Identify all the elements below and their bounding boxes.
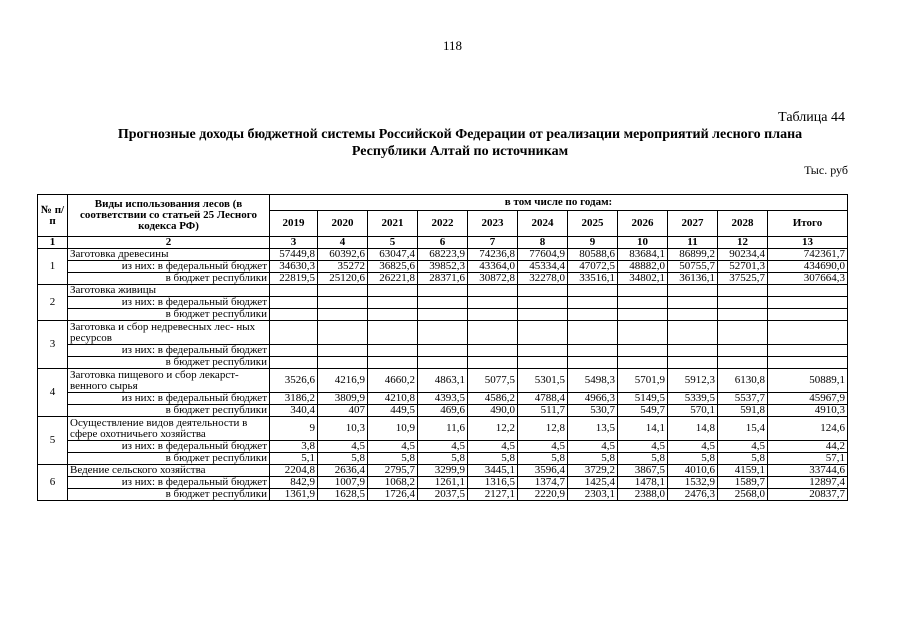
value-cell: 5498,3 — [568, 369, 618, 393]
value-cell: 68223,9 — [418, 249, 468, 261]
column-number: 12 — [718, 237, 768, 249]
row-index: 5 — [38, 417, 68, 465]
value-cell — [318, 357, 368, 369]
value-cell: 2303,1 — [568, 489, 618, 501]
value-cell: 5912,3 — [668, 369, 718, 393]
value-cell — [618, 285, 668, 297]
value-cell — [418, 297, 468, 309]
table-row — [38, 249, 848, 261]
value-cell: 45334,4 — [518, 261, 568, 273]
value-cell: 5701,9 — [618, 369, 668, 393]
value-cell: 33516,1 — [568, 273, 618, 285]
value-cell: 9 — [270, 417, 318, 441]
value-cell — [668, 297, 718, 309]
row-name: Ведение сельского хозяйства — [68, 465, 270, 477]
value-cell: 2204,8 — [270, 465, 318, 477]
value-cell — [518, 309, 568, 321]
value-cell: 74236,8 — [468, 249, 518, 261]
value-cell: 5149,5 — [618, 393, 668, 405]
value-cell — [518, 321, 568, 345]
value-cell — [368, 321, 418, 345]
value-cell: 5,8 — [618, 453, 668, 465]
value-cell: 12897,4 — [768, 477, 848, 489]
table-body — [38, 249, 848, 501]
row-name: Заготовка и сбор недревесных лес- ных ресурсов — [68, 321, 270, 345]
value-cell: 12,8 — [518, 417, 568, 441]
value-cell: 2388,0 — [618, 489, 668, 501]
header-year: 2019 — [270, 211, 318, 237]
value-cell — [568, 357, 618, 369]
value-cell: 4966,3 — [568, 393, 618, 405]
row-name: Заготовка живицы — [68, 285, 270, 297]
value-cell: 4393,5 — [418, 393, 468, 405]
forecast-table — [37, 194, 848, 501]
value-cell: 57449,8 — [270, 249, 318, 261]
value-cell: 2568,0 — [718, 489, 768, 501]
header-num: № п/п — [38, 195, 68, 237]
header-year: 2028 — [718, 211, 768, 237]
table-row — [38, 261, 848, 273]
row-republic-label: в бюджет республики — [68, 489, 270, 501]
value-cell: 39852,3 — [418, 261, 468, 273]
value-cell: 36136,1 — [668, 273, 718, 285]
row-federal-label: из них: в федеральный бюджет — [68, 297, 270, 309]
row-federal-label: из них: в федеральный бюджет — [68, 441, 270, 453]
value-cell: 742361,7 — [768, 249, 848, 261]
value-cell — [270, 285, 318, 297]
value-cell: 124,6 — [768, 417, 848, 441]
row-name: Осуществление видов деятельности в сфере охотничьего хозяйства — [68, 417, 270, 441]
column-number: 2 — [68, 237, 270, 249]
row-federal-label: из них: в федеральный бюджет — [68, 477, 270, 489]
page-number: 118 — [442, 38, 463, 53]
value-cell: 5,1 — [270, 453, 318, 465]
value-cell: 57,1 — [768, 453, 848, 465]
table-row — [38, 453, 848, 465]
value-cell — [468, 345, 518, 357]
value-cell — [270, 357, 318, 369]
value-cell: 4,5 — [568, 441, 618, 453]
value-cell: 1478,1 — [618, 477, 668, 489]
value-cell: 1261,1 — [418, 477, 468, 489]
value-cell: 5,8 — [718, 453, 768, 465]
value-cell — [368, 357, 418, 369]
table-row — [38, 309, 848, 321]
value-cell: 1532,9 — [668, 477, 718, 489]
value-cell — [668, 345, 718, 357]
column-number: 11 — [668, 237, 718, 249]
value-cell: 1316,5 — [468, 477, 518, 489]
value-cell — [718, 285, 768, 297]
value-cell: 340,4 — [270, 405, 318, 417]
value-cell — [618, 309, 668, 321]
title-line-2: Республики Алтай по источникам — [351, 144, 569, 159]
column-number: 5 — [368, 237, 418, 249]
row-index: 4 — [38, 369, 68, 417]
value-cell: 4210,8 — [368, 393, 418, 405]
column-number: 8 — [518, 237, 568, 249]
value-cell — [668, 321, 718, 345]
value-cell: 5,8 — [668, 453, 718, 465]
value-cell: 50889,1 — [768, 369, 848, 393]
column-numbers-row — [38, 237, 848, 249]
value-cell — [568, 297, 618, 309]
value-cell: 4788,4 — [518, 393, 568, 405]
value-cell: 3526,6 — [270, 369, 318, 393]
value-cell: 3867,5 — [618, 465, 668, 477]
title-line-1: Прогнозные доходы бюджетной системы Российской Федерации от реализации мероприятий лесного плана — [117, 127, 803, 142]
table-row — [38, 405, 848, 417]
value-cell: 3596,4 — [518, 465, 568, 477]
value-cell: 63047,4 — [368, 249, 418, 261]
value-cell — [768, 297, 848, 309]
value-cell: 3729,2 — [568, 465, 618, 477]
value-cell: 83684,1 — [618, 249, 668, 261]
table-row — [38, 393, 848, 405]
value-cell: 1589,7 — [718, 477, 768, 489]
value-cell: 10,9 — [368, 417, 418, 441]
value-cell: 37525,7 — [718, 273, 768, 285]
value-cell — [270, 345, 318, 357]
value-cell: 434690,0 — [768, 261, 848, 273]
value-cell: 10,3 — [318, 417, 368, 441]
value-cell: 4,5 — [318, 441, 368, 453]
value-cell: 4,5 — [718, 441, 768, 453]
value-cell: 570,1 — [668, 405, 718, 417]
value-cell: 60392,6 — [318, 249, 368, 261]
value-cell: 5,8 — [568, 453, 618, 465]
value-cell: 5,8 — [518, 453, 568, 465]
row-index: 2 — [38, 285, 68, 321]
header-year: 2027 — [668, 211, 718, 237]
value-cell — [468, 321, 518, 345]
value-cell — [468, 309, 518, 321]
value-cell: 1068,2 — [368, 477, 418, 489]
value-cell: 14,8 — [668, 417, 718, 441]
value-cell — [518, 285, 568, 297]
value-cell — [418, 309, 468, 321]
header-years-group: в том числе по годам: — [270, 195, 848, 211]
value-cell — [618, 357, 668, 369]
value-cell — [568, 345, 618, 357]
value-cell — [718, 321, 768, 345]
header-year: 2025 — [568, 211, 618, 237]
table-row — [38, 477, 848, 489]
value-cell: 25120,6 — [318, 273, 368, 285]
value-cell — [668, 285, 718, 297]
header-year: 2020 — [318, 211, 368, 237]
table-row — [38, 345, 848, 357]
value-cell: 33744,6 — [768, 465, 848, 477]
table-row — [38, 357, 848, 369]
value-cell: 4216,9 — [318, 369, 368, 393]
header-year: 2023 — [468, 211, 518, 237]
value-cell — [618, 345, 668, 357]
value-cell — [518, 345, 568, 357]
value-cell: 1007,9 — [318, 477, 368, 489]
table-row — [38, 441, 848, 453]
value-cell: 43364,0 — [468, 261, 518, 273]
row-index: 6 — [38, 465, 68, 501]
column-number: 1 — [38, 237, 68, 249]
value-cell — [718, 309, 768, 321]
value-cell: 34802,1 — [618, 273, 668, 285]
table-row — [38, 465, 848, 477]
value-cell — [718, 345, 768, 357]
table-header — [38, 195, 848, 249]
row-republic-label: в бюджет республики — [68, 453, 270, 465]
value-cell: 5537,7 — [718, 393, 768, 405]
column-number: 3 — [270, 237, 318, 249]
table-row — [38, 285, 848, 297]
value-cell: 4,5 — [668, 441, 718, 453]
value-cell: 3299,9 — [418, 465, 468, 477]
value-cell — [270, 309, 318, 321]
value-cell — [468, 357, 518, 369]
value-cell — [418, 345, 468, 357]
table-label: Таблица 44 — [778, 110, 845, 125]
value-cell: 5,8 — [368, 453, 418, 465]
value-cell: 1361,9 — [270, 489, 318, 501]
table-row — [38, 273, 848, 285]
value-cell: 511,7 — [518, 405, 568, 417]
value-cell — [718, 297, 768, 309]
value-cell: 3186,2 — [270, 393, 318, 405]
document-title — [60, 126, 860, 160]
value-cell: 50755,7 — [668, 261, 718, 273]
value-cell: 4159,1 — [718, 465, 768, 477]
value-cell: 2037,5 — [418, 489, 468, 501]
value-cell: 28371,6 — [418, 273, 468, 285]
value-cell: 3,8 — [270, 441, 318, 453]
value-cell: 36825,6 — [368, 261, 418, 273]
value-cell — [368, 345, 418, 357]
value-cell — [418, 285, 468, 297]
value-cell: 2220,9 — [518, 489, 568, 501]
value-cell — [418, 321, 468, 345]
value-cell — [270, 297, 318, 309]
value-cell: 4,5 — [418, 441, 468, 453]
row-name: Заготовка пищевого и сбор лекарст- венного сырья — [68, 369, 270, 393]
value-cell: 1726,4 — [368, 489, 418, 501]
value-cell: 4863,1 — [418, 369, 468, 393]
value-cell: 4660,2 — [368, 369, 418, 393]
header-year: 2022 — [418, 211, 468, 237]
value-cell: 52701,3 — [718, 261, 768, 273]
value-cell: 5077,5 — [468, 369, 518, 393]
row-republic-label: в бюджет республики — [68, 405, 270, 417]
value-cell: 3809,9 — [318, 393, 368, 405]
value-cell: 6130,8 — [718, 369, 768, 393]
value-cell: 15,4 — [718, 417, 768, 441]
value-cell: 34630,3 — [270, 261, 318, 273]
table-row — [38, 321, 848, 345]
value-cell: 407 — [318, 405, 368, 417]
value-cell — [668, 357, 718, 369]
value-cell: 80588,6 — [568, 249, 618, 261]
value-cell — [418, 357, 468, 369]
value-cell: 530,7 — [568, 405, 618, 417]
row-federal-label: из них: в федеральный бюджет — [68, 393, 270, 405]
row-republic-label: в бюджет республики — [68, 309, 270, 321]
value-cell: 5301,5 — [518, 369, 568, 393]
value-cell: 5339,5 — [668, 393, 718, 405]
value-cell: 4910,3 — [768, 405, 848, 417]
units-label: Тыс. руб — [804, 163, 848, 177]
table-row — [38, 489, 848, 501]
value-cell: 3445,1 — [468, 465, 518, 477]
value-cell — [568, 309, 618, 321]
value-cell: 35272 — [318, 261, 368, 273]
value-cell: 1374,7 — [518, 477, 568, 489]
value-cell — [270, 321, 318, 345]
value-cell: 30872,8 — [468, 273, 518, 285]
value-cell: 449,5 — [368, 405, 418, 417]
value-cell — [768, 321, 848, 345]
row-federal-label: из них: в федеральный бюджет — [68, 261, 270, 273]
value-cell — [318, 285, 368, 297]
table-row — [38, 369, 848, 393]
column-number: 9 — [568, 237, 618, 249]
value-cell: 2795,7 — [368, 465, 418, 477]
row-index: 1 — [38, 249, 68, 285]
value-cell: 77604,9 — [518, 249, 568, 261]
value-cell: 2476,3 — [668, 489, 718, 501]
value-cell: 14,1 — [618, 417, 668, 441]
value-cell: 45967,9 — [768, 393, 848, 405]
column-number: 6 — [418, 237, 468, 249]
row-index: 3 — [38, 321, 68, 369]
header-kind: Виды использования лесов (в соответствии со статьей 25 Лесного кодекса РФ) — [68, 195, 270, 237]
value-cell — [368, 297, 418, 309]
value-cell: 591,8 — [718, 405, 768, 417]
value-cell: 12,2 — [468, 417, 518, 441]
value-cell: 5,8 — [318, 453, 368, 465]
value-cell — [318, 297, 368, 309]
value-cell — [318, 321, 368, 345]
value-cell: 4,5 — [468, 441, 518, 453]
value-cell: 5,8 — [418, 453, 468, 465]
value-cell: 32278,0 — [518, 273, 568, 285]
value-cell — [368, 285, 418, 297]
header-year: 2021 — [368, 211, 418, 237]
value-cell — [568, 285, 618, 297]
value-cell: 20837,7 — [768, 489, 848, 501]
value-cell: 22819,5 — [270, 273, 318, 285]
value-cell — [518, 357, 568, 369]
column-number: 4 — [318, 237, 368, 249]
value-cell — [768, 345, 848, 357]
row-republic-label: в бюджет республики — [68, 357, 270, 369]
column-number: 13 — [768, 237, 848, 249]
value-cell — [318, 345, 368, 357]
value-cell — [768, 285, 848, 297]
value-cell: 90234,4 — [718, 249, 768, 261]
value-cell — [368, 309, 418, 321]
value-cell — [618, 321, 668, 345]
column-number: 10 — [618, 237, 668, 249]
header-year: 2026 — [618, 211, 668, 237]
row-republic-label: в бюджет республики — [68, 273, 270, 285]
value-cell — [518, 297, 568, 309]
table-row — [38, 297, 848, 309]
value-cell: 11,6 — [418, 417, 468, 441]
value-cell: 4586,2 — [468, 393, 518, 405]
value-cell: 5,8 — [468, 453, 518, 465]
value-cell — [768, 357, 848, 369]
column-number: 7 — [468, 237, 518, 249]
value-cell: 13,5 — [568, 417, 618, 441]
value-cell: 26221,8 — [368, 273, 418, 285]
value-cell: 1425,4 — [568, 477, 618, 489]
value-cell — [768, 309, 848, 321]
value-cell: 469,6 — [418, 405, 468, 417]
value-cell: 549,7 — [618, 405, 668, 417]
value-cell: 4,5 — [518, 441, 568, 453]
value-cell: 2636,4 — [318, 465, 368, 477]
value-cell: 4,5 — [618, 441, 668, 453]
value-cell: 48882,0 — [618, 261, 668, 273]
value-cell: 842,9 — [270, 477, 318, 489]
table-row — [38, 417, 848, 441]
value-cell — [618, 297, 668, 309]
header-year: 2024 — [518, 211, 568, 237]
value-cell: 490,0 — [468, 405, 518, 417]
value-cell — [468, 285, 518, 297]
value-cell — [318, 309, 368, 321]
value-cell: 4,5 — [368, 441, 418, 453]
row-federal-label: из них: в федеральный бюджет — [68, 345, 270, 357]
value-cell: 2127,1 — [468, 489, 518, 501]
row-name: Заготовка древесины — [68, 249, 270, 261]
value-cell — [668, 309, 718, 321]
value-cell: 47072,5 — [568, 261, 618, 273]
header-total: Итого — [768, 211, 848, 237]
value-cell — [568, 321, 618, 345]
value-cell: 4010,6 — [668, 465, 718, 477]
value-cell: 44,2 — [768, 441, 848, 453]
value-cell: 307664,3 — [768, 273, 848, 285]
value-cell — [468, 297, 518, 309]
value-cell: 1628,5 — [318, 489, 368, 501]
value-cell: 86899,2 — [668, 249, 718, 261]
value-cell — [718, 357, 768, 369]
